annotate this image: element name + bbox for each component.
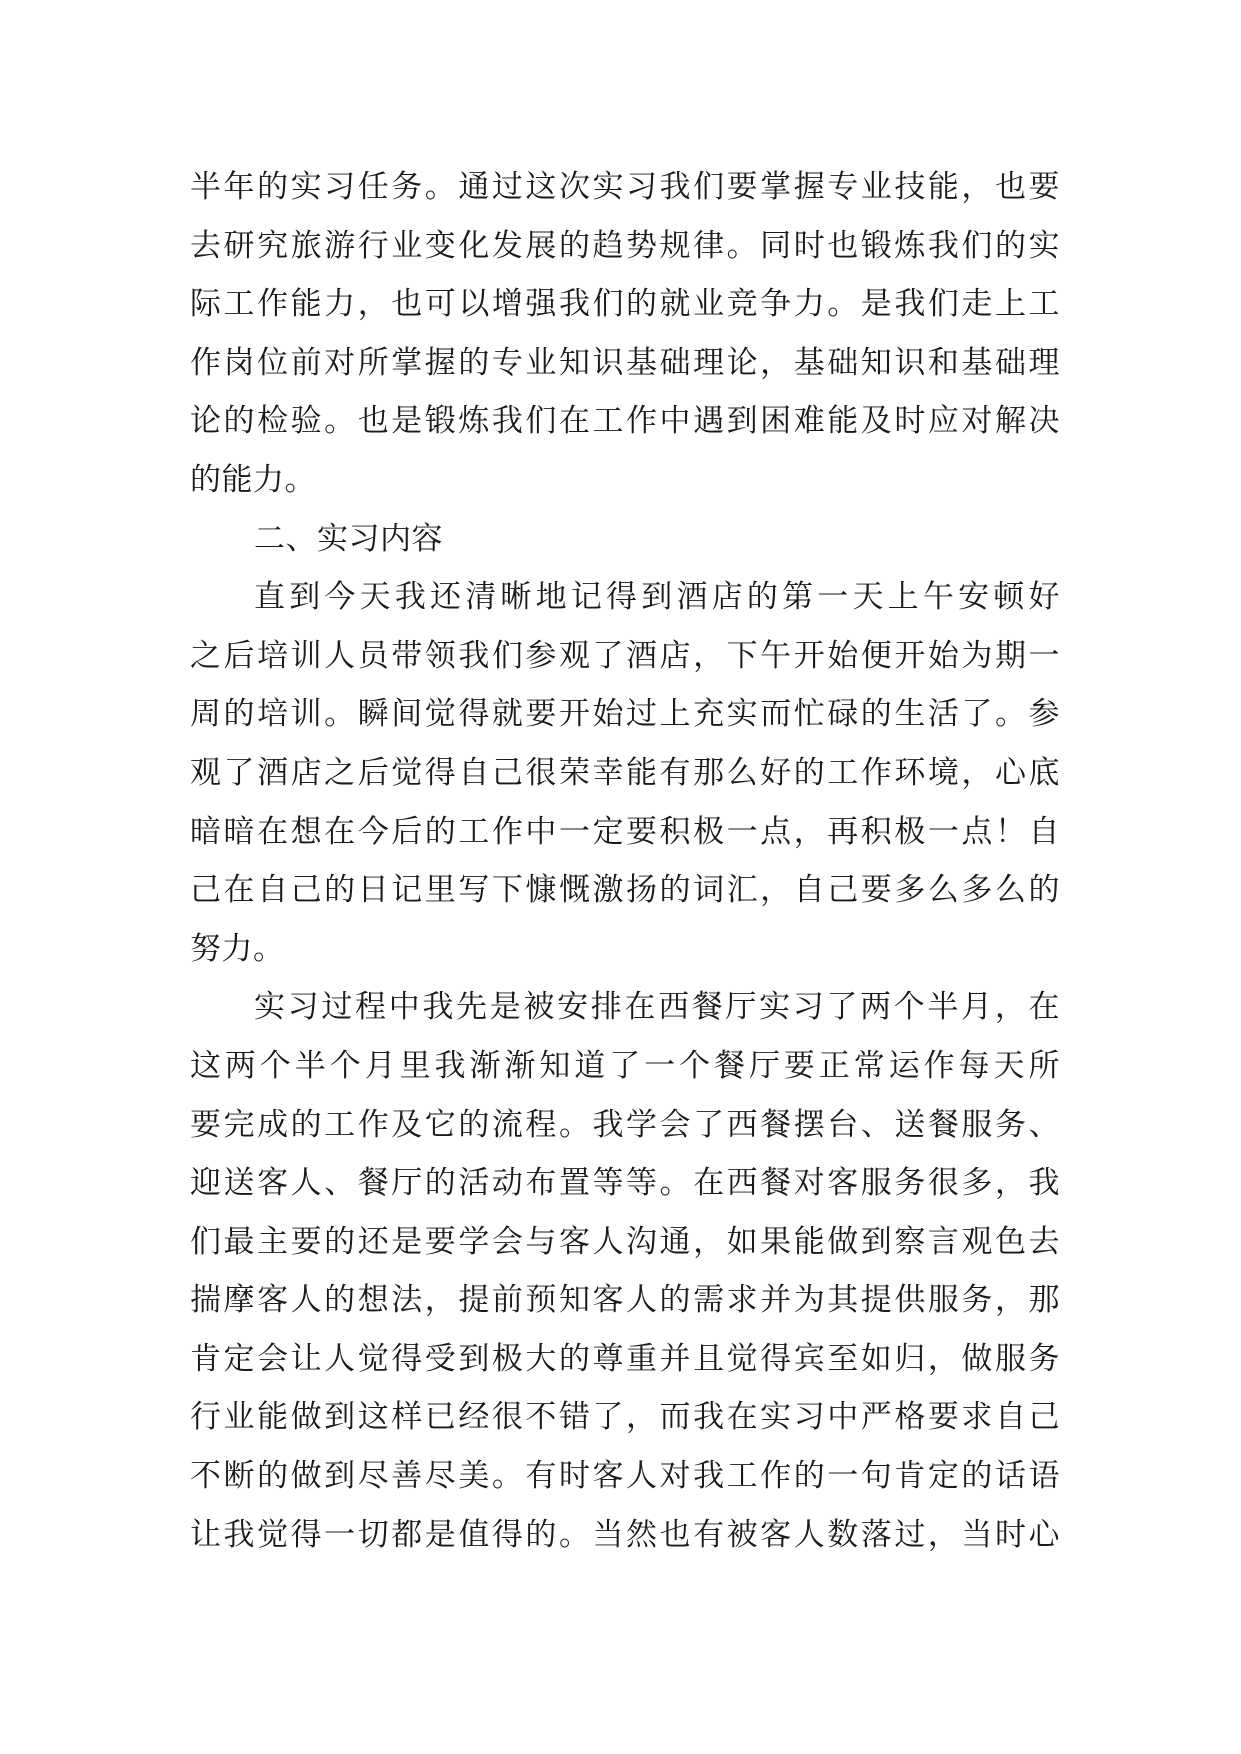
text-line: 努力。: [190, 930, 285, 967]
text-line: 肯定会让人觉得受到极大的尊重并且觉得宾至如归，做服务: [190, 1340, 1060, 1377]
text-line: 作岗位前对所掌握的专业知识基础理论，基础知识和基础理: [190, 344, 1060, 381]
text-line: 观了酒店之后觉得自己很荣幸能有那么好的工作环境，心底: [190, 754, 1060, 791]
text-line: 这两个半个月里我渐渐知道了一个餐厅要正常运作每天所: [190, 1047, 1060, 1084]
text-line: 际工作能力，也可以增强我们的就业竞争力。是我们走上工: [190, 286, 1060, 323]
text-line: 不断的做到尽善尽美。有时客人对我工作的一句肯定的话语: [190, 1458, 1060, 1495]
paragraph-western-restaurant: [190, 978, 1060, 1564]
text-line: 周的培训。瞬间觉得就要开始过上充实而忙碌的生活了。参: [190, 696, 1060, 733]
text-line: 直到今天我还清晰地记得到酒店的第一天上午安顿好: [254, 579, 1060, 616]
text-line: 暗暗在想在今后的工作中一定要积极一点，再积极一点！自: [190, 813, 1060, 850]
document-body: [190, 158, 1060, 1564]
paragraph-first-day: [190, 568, 1060, 978]
text-line: 去研究旅游行业变化发展的趋势规律。同时也锻炼我们的实: [190, 227, 1060, 264]
section-heading: [190, 510, 1060, 569]
section-heading-text: 二、实习内容: [254, 520, 443, 557]
text-line: 己在自己的日记里写下慷慨激扬的词汇，自己要多么多么的: [190, 872, 1060, 909]
text-line: 揣摩客人的想法，提前预知客人的需求并为其提供服务，那: [190, 1282, 1060, 1319]
text-line: 之后培训人员带领我们参观了酒店，下午开始便开始为期一: [190, 637, 1060, 674]
text-line: 迎送客人、餐厅的活动布置等等。在西餐对客服务很多，我: [190, 1165, 1060, 1202]
text-line: 半年的实习任务。通过这次实习我们要掌握专业技能，也要: [190, 169, 1060, 205]
text-line: 让我觉得一切都是值得的。当然也有被客人数落过，当时心: [190, 1516, 1060, 1553]
paragraph-intro-continuation: [190, 158, 1060, 510]
text-line: 论的检验。也是锻炼我们在工作中遇到困难能及时应对解决: [190, 403, 1060, 440]
text-line: 行业能做到这样已经很不错了，而我在实习中严格要求自己: [190, 1399, 1060, 1436]
text-line: 要完成的工作及它的流程。我学会了西餐摆台、送餐服务、: [190, 1106, 1060, 1143]
text-line: 们最主要的还是要学会与客人沟通，如果能做到察言观色去: [190, 1223, 1060, 1260]
text-line: 实习过程中我先是被安排在西餐厅实习了两个半月，在: [254, 989, 1060, 1026]
text-line: 的能力。: [190, 461, 316, 498]
